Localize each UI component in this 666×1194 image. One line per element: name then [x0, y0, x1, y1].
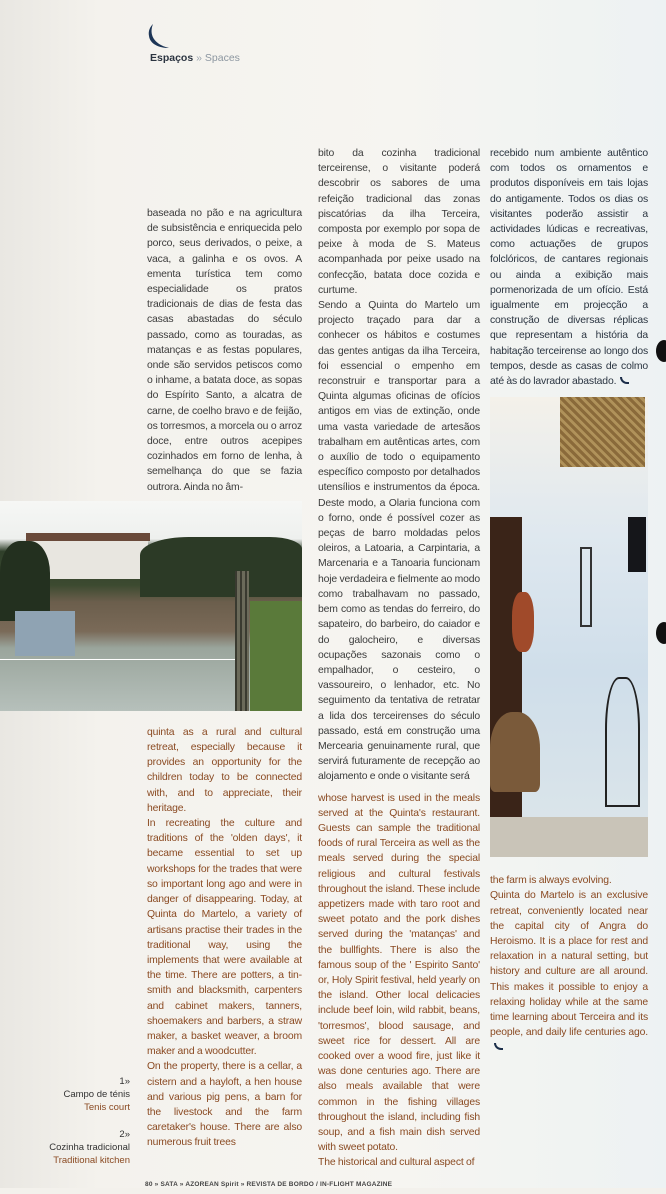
court-backboard	[15, 611, 75, 656]
binder-hole	[656, 340, 666, 362]
pt-paragraph: Sendo a Quinta do Martelo um projecto traçado para dar a conhecer os hábitos e costumes das gentes antigas da ilha Terceira, foi essencial o empenho em reconstruir e transportar para a Quinta algumas oficinas de ofícios antigos em vias de extinção, onde uma vasta variedade de artesãos trabalham em autênticas artes, com o auxílio de todo o equipamento específico composto por detalhados utensílios e instrumentos da época. Deste modo, a Olaria funciona com o forno, onde é possível cozer as peças de barro moldadas pelos oleiros, a Latoaria, a Carpintaria, a Marcenaria e a Tanoaria funcionam hoje verdadeira e fielmente ao modo como trabalhavam no passado, bem como as tendas do ferreiro, do sapateiro, do barbeiro, do caiador e do galocheiro, e diversas ocupações sazonais como o empalhador, o cesteiro, o vassoureiro, o lenhador, etc. No seguimento da tentativa de retratar a lida dos terceirenses do século passado, está em construção uma Mercearia genuinamente rural, que servirá futuramente de recepção ao alojamento e onde o visitante será	[318, 300, 480, 783]
iron-stand	[605, 677, 640, 807]
section-en: Spaces	[204, 52, 240, 64]
en-paragraph: whose harvest is used in the meals served at the Quinta's restaurant. Guests can sample the traditional foods of rural Terceira as well as the meals served during the special religious and cultural festivals throughout the island. These include appetizers made with taro root and sweet potato and the pork dishes served during the 'matanças' and the bullfights. There is also the famous soup of the ' Espirito Santo' or, Holy Spirit festival, held yearly on the island. Other local delicacies include beef loin, wild rabbit, beans, 'torresmos', blood sausage, and sweet rice for dessert. All are cooked over a wood fire, just like it was done centuries ago. There are also meals available that were common in the fishing villages throughout the island, including fish soup, and a fish main dish served with sweet potato.	[318, 792, 480, 1154]
court-line	[0, 659, 240, 660]
column-1	[147, 146, 302, 1171]
grass	[250, 601, 302, 711]
caption-1	[40, 1075, 130, 1114]
pt-column-2	[318, 146, 480, 785]
clay-jugs	[512, 592, 534, 652]
photo-traditional-kitchen	[490, 397, 648, 857]
en-paragraph: On the property, there is a cellar, a cistern and a hayloft, a hen house and various pig pens, a barn for the livestock and the farm caretaker's house. There are also numerous fruit trees	[147, 1061, 302, 1149]
pt-column-1	[147, 206, 302, 495]
caption-number: 2»	[119, 1128, 130, 1140]
column-3	[490, 146, 648, 1171]
pt-paragraph: recebido num ambiente autêntico com todos os ornamentos e produtos disponíveis em tais lojas do antigamente. Todos os dias os visitantes poderão assistir a actividades lúdicas e recreativas, como actuações de grupos folclóricos, de cantares regionais ou ainda a exibição mais pormenorizada de um ofício. Está igualmente em projecção a construção de diversas réplicas que representam a história da habitação terceirense ao longo dos tempos, desde as casas de colmo até às do lavrador abastado.	[490, 148, 648, 388]
caption-pt: Cozinha tradicional	[49, 1141, 130, 1153]
en-column-1	[147, 725, 302, 1151]
trees	[140, 537, 302, 597]
dark-object	[628, 517, 646, 572]
caption-2	[40, 1128, 130, 1167]
lantern	[580, 547, 592, 627]
en-column-3	[490, 873, 648, 1055]
en-paragraph: Quinta do Martelo is an exclusive retreat, conveniently located near the capital city of Angra do Heroismo. It is a place for rest and relaxation in a natural setting, but history and culture are all around. This makes it possible to enjoy a relaxing holiday while at the same time learning about Terceira and its people, and daily life centuries ago.	[490, 890, 648, 1039]
end-mark-icon	[620, 377, 629, 384]
floor	[490, 817, 648, 857]
column-2	[318, 146, 480, 1171]
caption-number: 1»	[119, 1075, 130, 1087]
section-separator: »	[196, 52, 202, 64]
pt-paragraph: bito da cozinha tradicional terceirense, o visitante poderá descobrir os sabores de uma refeição tradicional das zonas piscatórias da ilha Terceira, composta por exemplo por sopa de peixe à moda de S. Mateus acompanhada por peixe usado na confecção, batata doce cozida e curtume.	[318, 148, 480, 296]
page-footer: 80 » SATA » AZOREAN Spirit » REVISTA DE BORDO / IN-FLIGHT MAGAZINE	[145, 1180, 393, 1188]
wicker-basket	[560, 397, 645, 467]
roof	[26, 533, 150, 541]
en-paragraph: quinta as a rural and cultural retreat, especially because it provides an opportunity for the children today to be connected with, and to appreciate, their heritage.	[147, 726, 302, 814]
caption-en: Traditional kitchen	[53, 1154, 130, 1166]
section-pt: Espaços	[150, 52, 194, 64]
caption-en: Tenis court	[84, 1101, 130, 1113]
caption-pt: Campo de ténis	[63, 1088, 130, 1100]
pt-column-3	[490, 146, 648, 389]
en-paragraph: The historical and cultural aspect of	[318, 1157, 475, 1169]
fence	[235, 571, 249, 711]
end-mark-icon	[494, 1043, 503, 1050]
clay-pot	[490, 712, 540, 792]
en-column-2	[318, 791, 480, 1171]
en-paragraph: In recreating the culture and traditions of the 'olden days', it became essential to set up workshops for the trades that were so important long ago and were in danger of disappearing. Today, at Quinta do Martelo, a variety of artisans practise their trades in the traditional way, using the implements that were available at the time. There are potters, a tin-smith and blacksmith, carpenters and cabinet makers, tanners, shoemakers and barbers, a straw maker, a basket weaver, a broom maker and a woodcutter.	[147, 818, 302, 1058]
binder-hole	[656, 622, 666, 644]
tree	[0, 541, 50, 621]
photo-tennis-court	[0, 501, 302, 711]
pt-paragraph: baseada no pão e na agricultura de subsistência e enriquecida pelo porco, seus derivados, o peixe, a vaca, a galinha e os ovos. A ementa turística tem como especialidade os pratos tradicionais de dias de festa das casas abastadas do século passado, como as touradas, as matanças e as festas populares, onde são servidos petiscos como o inhame, a batata doce, as sopas do Espírito Santo, a alcatra de carne, de coelho bravo e de feijão, os torresmos, a morcela ou o arroz doce, entre outros acepipes cozinhados em forno de lenha, à semelhança do que se fazia outrora. Ainda no âm-	[147, 208, 302, 493]
en-paragraph: the farm is always evolving.	[490, 875, 612, 887]
